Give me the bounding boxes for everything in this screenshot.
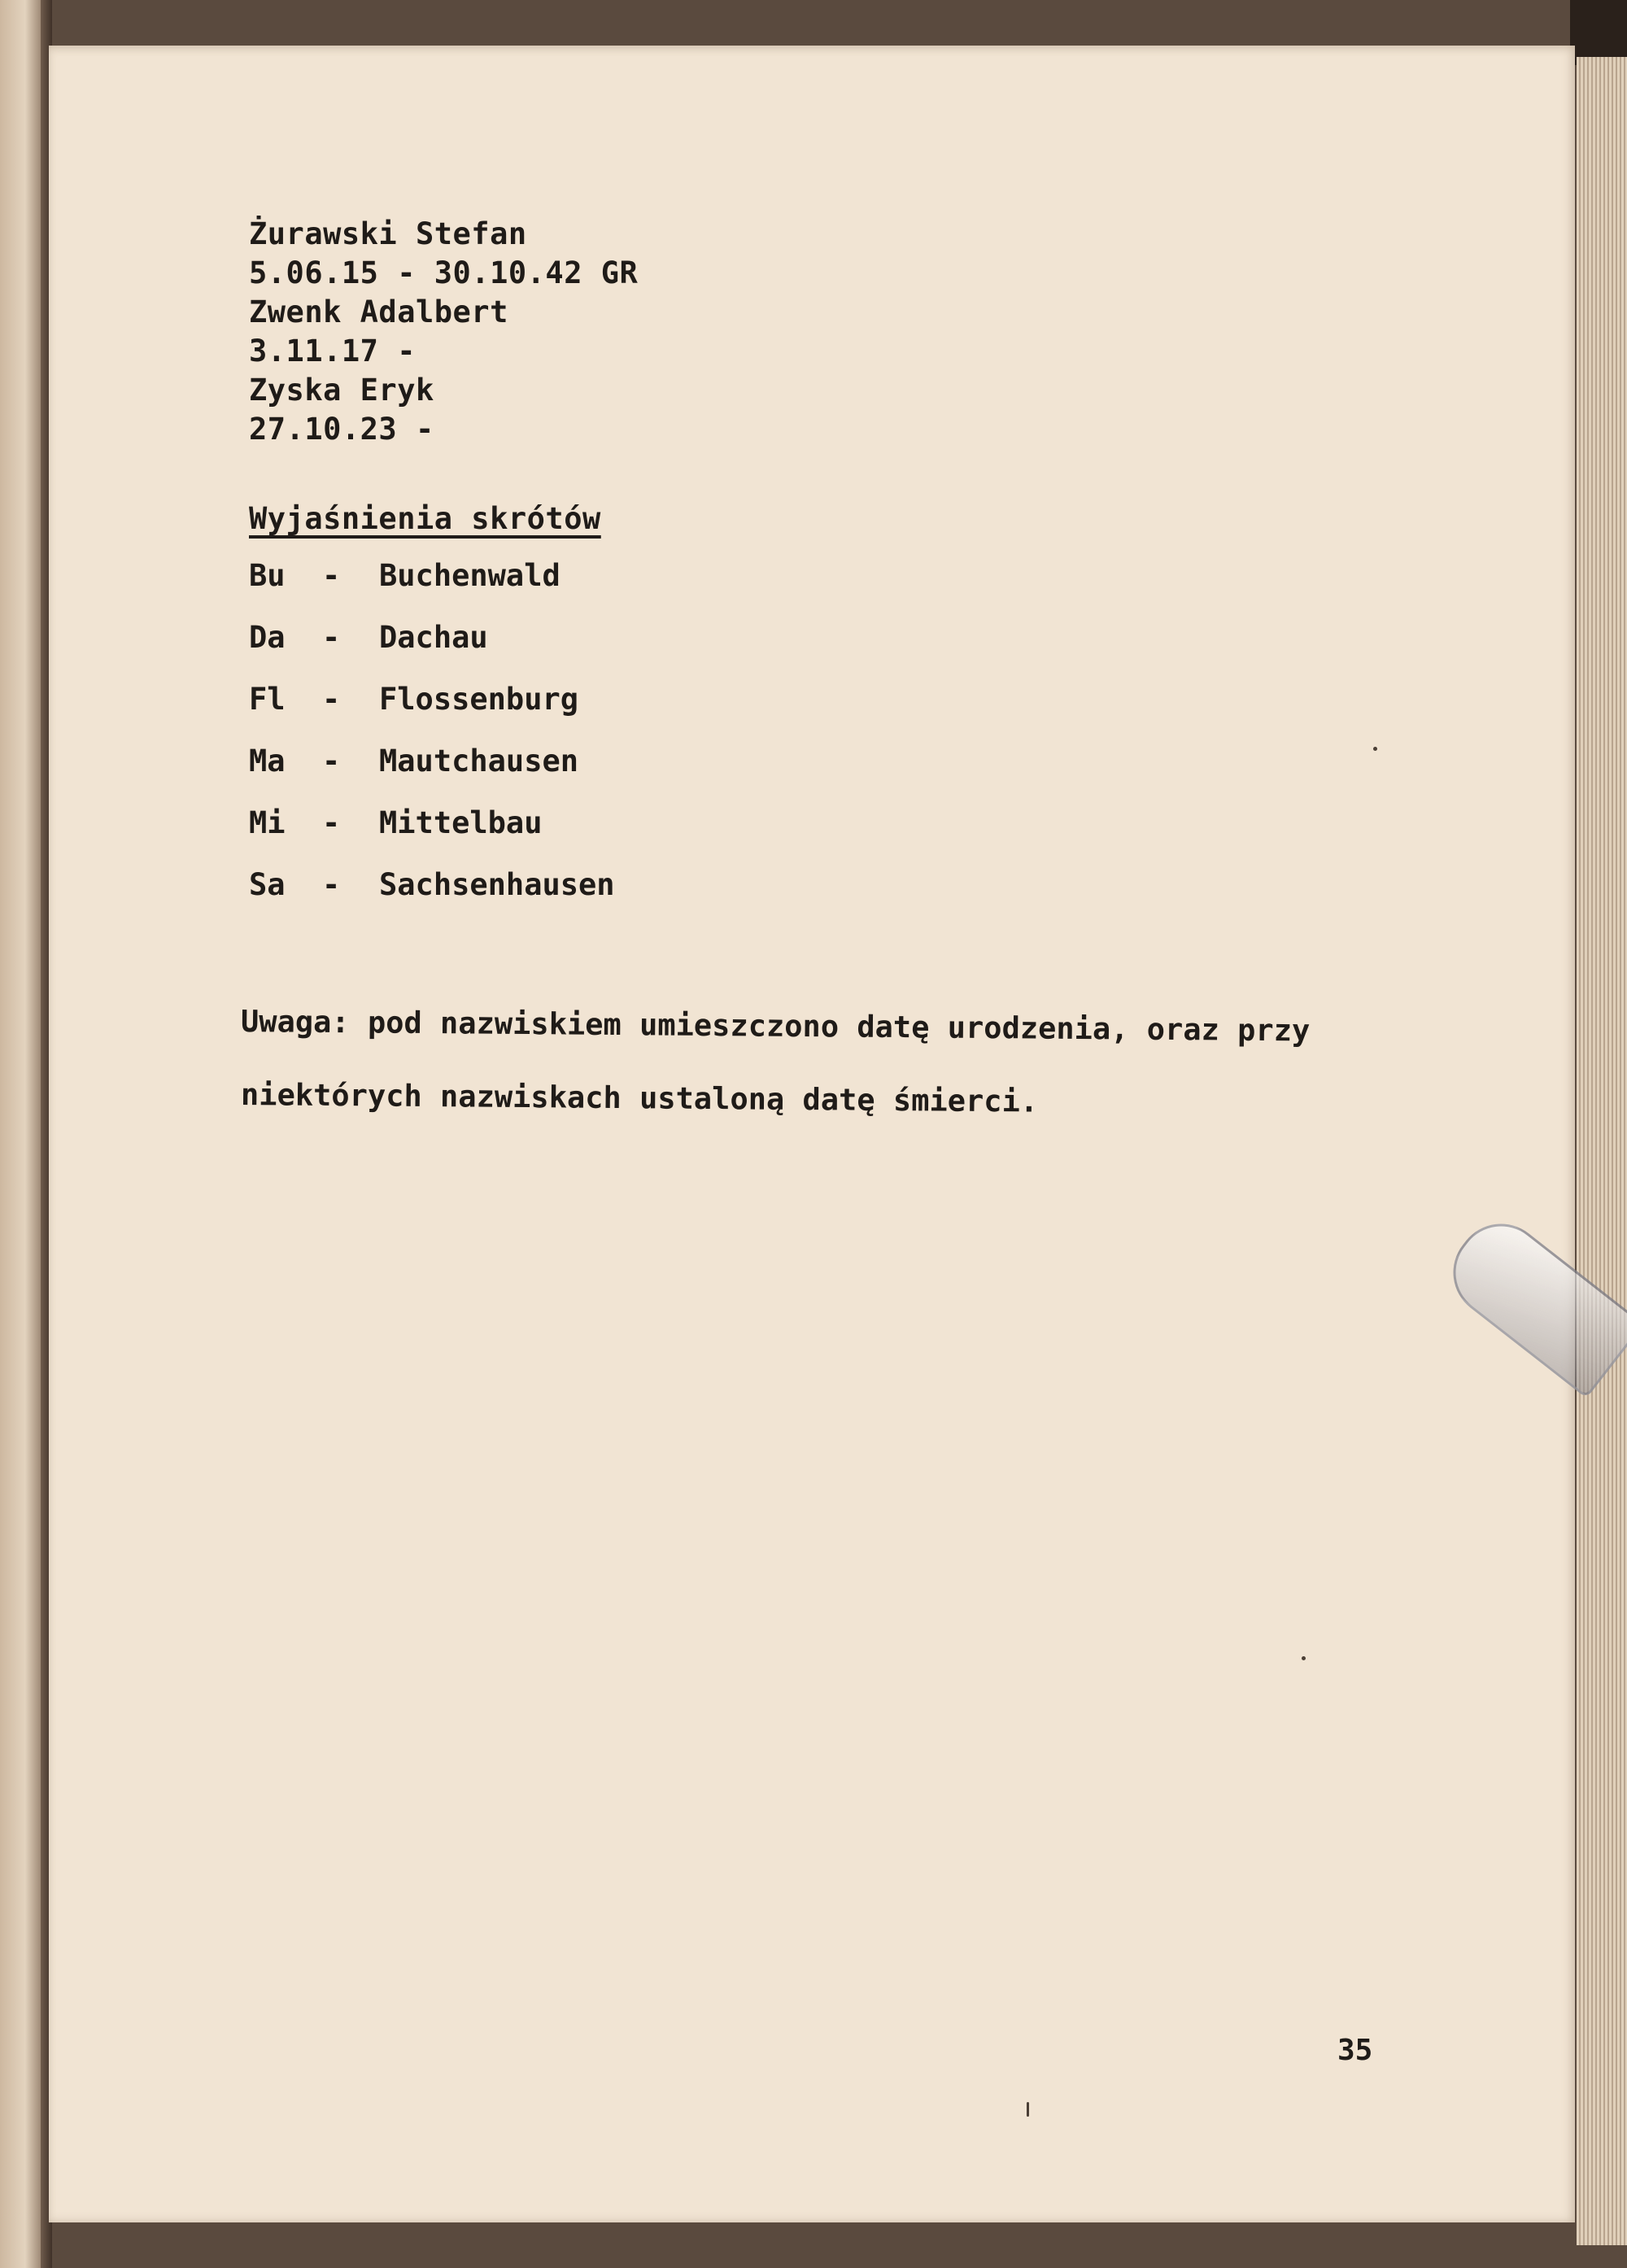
entry-zyska bbox=[249, 371, 434, 449]
left-page-edge bbox=[0, 0, 46, 2268]
abbreviation-dash: - bbox=[322, 867, 341, 902]
abbreviation-dash: - bbox=[322, 558, 341, 593]
entry-name: Zyska Eryk bbox=[249, 373, 434, 408]
entry-zurawski bbox=[249, 215, 638, 293]
abbreviation-code: Ma bbox=[249, 744, 286, 779]
page-number: 35 bbox=[1337, 2034, 1373, 2067]
entry-dates: 27.10.23 - bbox=[249, 412, 434, 447]
document-page bbox=[49, 46, 1575, 2222]
abbreviation-dash: - bbox=[322, 682, 341, 717]
abbreviation-code: Fl bbox=[249, 682, 286, 717]
background-corner bbox=[1570, 0, 1627, 65]
abbreviation-dash: - bbox=[322, 805, 341, 840]
entry-dates: 3.11.17 - bbox=[249, 334, 416, 369]
abbreviations-heading: Wyjaśnienia skrótów bbox=[249, 501, 601, 536]
page-stack-edge bbox=[1577, 57, 1627, 2245]
abbreviation-name: Flossenburg bbox=[379, 682, 579, 717]
abbreviation-name: Mautchausen bbox=[379, 744, 579, 779]
abbreviation-name: Mittelbau bbox=[379, 805, 543, 840]
abbreviation-dash: - bbox=[322, 620, 341, 655]
abbreviation-name: Sachsenhausen bbox=[379, 867, 615, 902]
abbreviation-code: Mi bbox=[249, 805, 286, 840]
abbreviation-dash: - bbox=[322, 744, 341, 779]
abbreviation-code: Sa bbox=[249, 867, 286, 902]
entry-zwenk bbox=[249, 293, 508, 371]
entry-dates: 5.06.15 - 30.10.42 GR bbox=[249, 255, 639, 290]
note-line-2: niektórych nazwiskach ustaloną datę śmierci. bbox=[240, 1077, 1039, 1119]
entry-name: Żurawski Stefan bbox=[249, 216, 527, 251]
dust-speck bbox=[1027, 2102, 1029, 2117]
entry-name: Zwenk Adalbert bbox=[249, 294, 508, 329]
dust-speck bbox=[1373, 747, 1377, 751]
abbreviation-name: Buchenwald bbox=[379, 558, 561, 593]
note-line-1: Uwaga: pod nazwiskiem umieszczono datę urodzenia, oraz przy bbox=[240, 1004, 1311, 1049]
abbreviation-name: Dachau bbox=[379, 620, 488, 655]
dust-speck bbox=[1302, 1656, 1306, 1660]
abbreviation-code: Bu bbox=[249, 558, 286, 593]
abbreviation-code: Da bbox=[249, 620, 286, 655]
